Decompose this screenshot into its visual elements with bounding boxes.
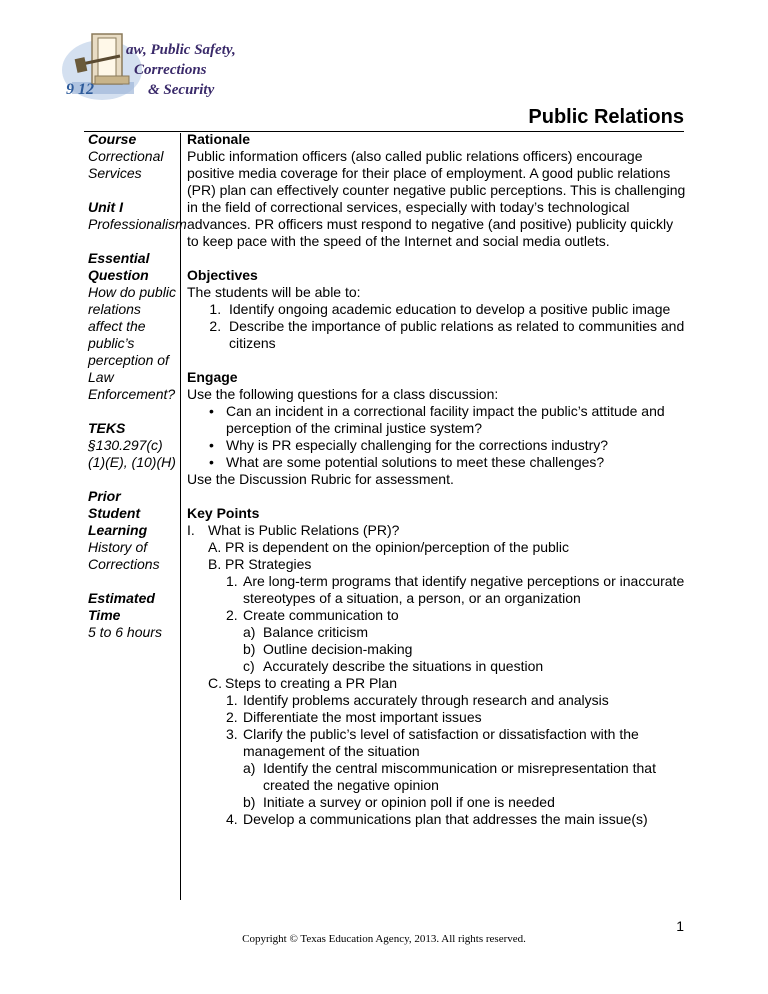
essential-question-value: How do public relations affect the public’s perception of Law Enforcement? xyxy=(88,284,176,402)
unit-value: Professionalism xyxy=(88,216,187,232)
page-number: 1 xyxy=(676,918,684,934)
svg-text:& Security: & Security xyxy=(148,82,215,98)
bullet-icon: • xyxy=(209,437,214,453)
column-divider xyxy=(180,133,181,900)
outline-item: 4. Develop a communications plan that addresses the main issue(s) xyxy=(226,811,648,827)
svg-text:aw, Public Safety,: aw, Public Safety, xyxy=(126,42,236,58)
objectives-list xyxy=(187,301,687,352)
course-label: Course xyxy=(88,131,137,147)
course-value: Correctional Services xyxy=(88,148,164,181)
rationale-text: Public information officers (also called public relations officers) encourage positive media coverage for their place of employment. A good public relations (PR) plan can effectively counter negative public perceptions. This is challenging in the field of correctional services, especially with today’s technological advances. PR officers must respond to negative (and positive) publicity quickly to keep pace with the speed of the Internet and social media outlets. xyxy=(187,148,686,249)
outline-item: 1. Are long-term programs that identify negative perceptions or inaccurate stereotypes of a situation, a person, or an organization xyxy=(226,573,685,606)
engage-question: • What are some potential solutions to meet these challenges? xyxy=(209,454,605,470)
outline-item: c) Accurately describe the situations in question xyxy=(243,658,544,674)
course-logo xyxy=(62,24,244,104)
objectives-intro: The students will be able to: xyxy=(187,284,361,300)
teks-value: §130.297(c) (1)(E), (10)(H) xyxy=(88,437,176,470)
essential-question-label: Essential Question xyxy=(88,250,150,283)
svg-text:9 12: 9 12 xyxy=(66,81,94,98)
bullet-icon: • xyxy=(209,454,214,470)
estimated-time-label: Estimated Time xyxy=(88,590,155,623)
outline-item: 1. Identify problems accurately through research and analysis xyxy=(226,692,609,708)
rationale-section xyxy=(187,131,687,250)
outline-item: 2. Create communication to xyxy=(226,607,399,623)
engage-questions xyxy=(187,403,687,471)
page-title: Public Relations xyxy=(528,106,684,128)
svg-text:Corrections: Corrections xyxy=(134,62,207,78)
engage-intro: Use the following questions for a class discussion: xyxy=(187,386,499,402)
outline-item: C. Steps to creating a PR Plan xyxy=(208,675,397,691)
outline-item: b) Initiate a survey or opinion poll if one is needed xyxy=(243,794,555,810)
objectives-heading: Objectives xyxy=(187,267,258,283)
essential-question-block xyxy=(88,250,176,403)
estimated-time-block xyxy=(88,590,176,641)
key-points-heading: Key Points xyxy=(187,505,260,521)
outline-item: B. PR Strategies xyxy=(208,556,312,572)
teks-label: TEKS xyxy=(88,420,126,436)
objective-item: 2. Describe the importance of public relations as related to communities and citizens xyxy=(225,318,687,352)
unit-label: Unit I xyxy=(88,199,123,215)
engage-section xyxy=(187,369,687,488)
objective-item: 1. Identify ongoing academic education to develop a positive public image xyxy=(225,301,687,318)
lesson-sidebar xyxy=(88,131,187,658)
teks-block xyxy=(88,420,176,471)
estimated-time-value: 5 to 6 hours xyxy=(88,624,162,640)
copyright-footer: Copyright © Texas Education Agency, 2013. All rights reserved. xyxy=(242,933,526,945)
course-block xyxy=(88,131,176,182)
engage-outro: Use the Discussion Rubric for assessment. xyxy=(187,471,454,487)
outline-item: 3. Clarify the public’s level of satisfaction or dissatisfaction with the management of the situation xyxy=(226,726,639,759)
objectives-section xyxy=(187,267,687,352)
prior-learning-block xyxy=(88,488,176,573)
outline-item: a) Identify the central miscommunication or misrepresentation that created the negative opinion xyxy=(243,760,656,793)
prior-learning-value: History of Corrections xyxy=(88,539,160,572)
lesson-content xyxy=(187,131,687,845)
bullet-icon: • xyxy=(209,403,214,419)
engage-question: • Why is PR especially challenging for the corrections industry? xyxy=(209,437,609,453)
outline-item: I. What is Public Relations (PR)? xyxy=(187,522,400,538)
outline-item: b) Outline decision-making xyxy=(243,641,413,657)
outline-item: 2. Differentiate the most important issues xyxy=(226,709,482,725)
unit-block xyxy=(88,199,187,233)
prior-learning-label: Prior Student Learning xyxy=(88,488,148,538)
key-points-section xyxy=(187,505,687,828)
engage-question: • Can an incident in a correctional facility impact the public’s attitude and perception of the criminal justice system? xyxy=(209,403,665,436)
rationale-heading: Rationale xyxy=(187,131,251,147)
outline-item: a) Balance criticism xyxy=(243,624,369,640)
engage-heading: Engage xyxy=(187,369,238,385)
outline-item: A. PR is dependent on the opinion/perception of the public xyxy=(208,539,570,555)
